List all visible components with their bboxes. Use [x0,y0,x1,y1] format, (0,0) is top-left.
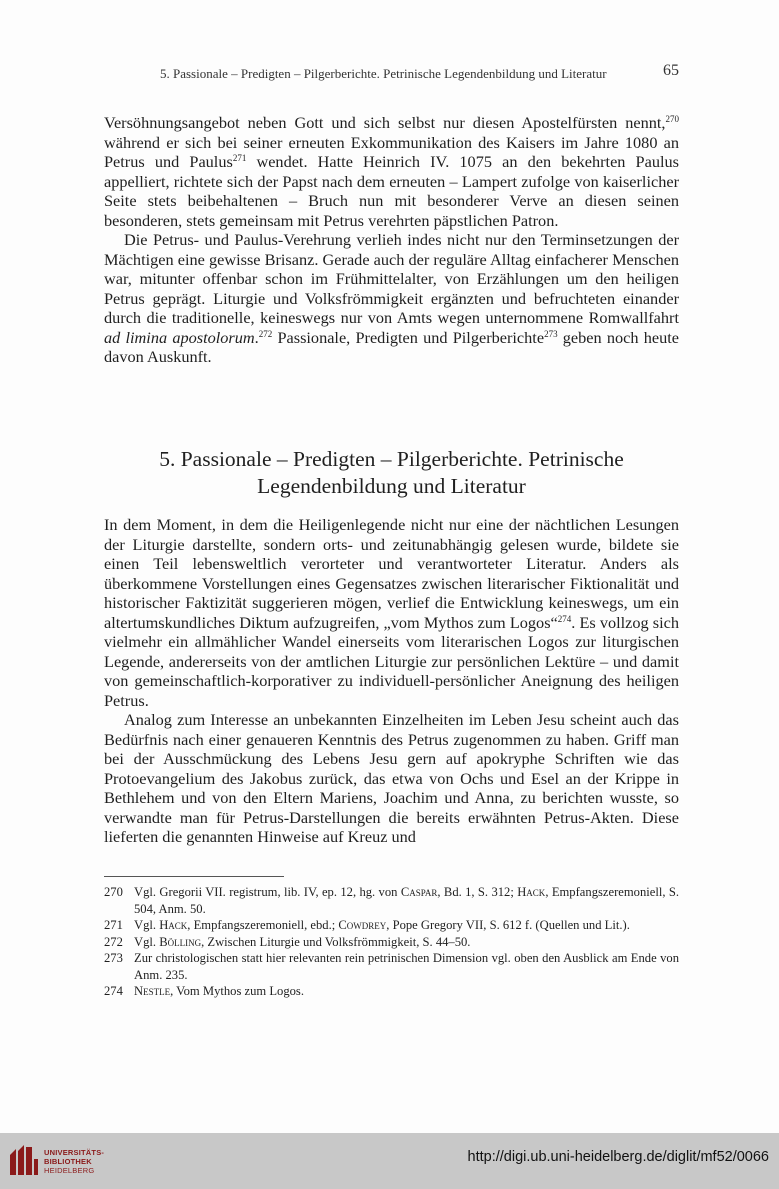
section-heading [104,446,679,500]
footnote-number: 272 [104,934,123,949]
footnote-274 [104,983,679,1000]
author-name: Bölling [159,934,202,949]
body-text-top [104,113,679,367]
footnote-text: Vgl. Gregorii VII. registrum, lib. IV, ep. 12, hg. von [134,885,401,899]
author-name: Hack [517,885,546,899]
footnote-ref-273[interactable]: 273 [544,328,558,339]
text-run: Analog zum Interesse an unbekannten Einzelheiten im Leben Jesu scheint auch das Bedürfnis nach einer genaueren Kenntnis des Petrus zugenommen zu haben. Griff man bei der Ausschmückung des Lebens Jesu gern auf apokryphe Schriften wie das Protoevangelium des Jakobus zurück, das etwa von Ochs und Esel an der Krippe in Bethlehem und von den Eltern Mariens, Joachim und Anna, zu berichten wusste, so verwandte man für Petrus-Darstellungen die bereits erwähnten Petrus-Akten. Diese lieferten die genannten Hinweise auf Kreuz und [104,710,679,846]
running-head-title: 5. Passionale – Predigten – Pilgerberichte. Petrinische Legendenbildung und Literatur [160,66,607,81]
logo-line-1: UNIVERSITÄTS- [44,1148,105,1157]
body-text-section [104,515,679,847]
logo-line-3: HEIDELBERG [44,1166,95,1175]
footnote-text: , Empfangszeremoniell, ebd.; [187,918,339,932]
logo-line-2: BIBLIOTHEK [44,1157,92,1166]
text-run: wendet. Hatte Heinrich IV. 1075 an den bekehrten Paulus appelliert, richtete sich der Papst nach dem erneuten – Lampert zufolge von kaiserlicher Seite stets beibehaltenen – Bruch nun mit besonderer Verve an diesen seinen besonderen, stets gemeinsam mit Petrus verehrten päpstlichen Patron. [104,152,679,230]
footnote-text: Zur christologischen statt hier relevanten rein petrinischen Dimension vgl. oben den Ausblick am Ende von Anm. 235. [134,951,679,982]
footnote-text: , Zwischen Liturgie und Volksfrömmigkeit, S. 44–50. [201,934,471,949]
digital-copy-url[interactable]: http://digi.ub.uni-heidelberg.de/diglit/mf52/0066 [467,1149,769,1165]
footnote-text: Vgl. [134,934,160,949]
author-name: Hack [159,918,188,932]
footnote-text: , Bd. 1, S. 312; [437,885,518,899]
text-run: Passionale, Predigten und Pilgerberichte [272,327,545,347]
page-number: 65 [663,62,679,79]
footnote-273 [104,950,679,983]
paragraph-1 [104,113,679,230]
paragraph-4 [104,710,679,847]
section-heading-line-2: Legendenbildung und Literatur [257,474,526,498]
library-logo[interactable] [8,1143,128,1179]
footnote-text: , Pope Gregory VII, S. 612 f. (Quellen und Lit.). [386,918,630,932]
paragraph-2 [104,230,679,367]
viewer-footer-bar [0,1133,779,1189]
text-run: In dem Moment, in dem die Heiligenlegende nicht nur eine der nächtlichen Lesungen der Liturgie darstellte, sondern orts- und zeitunabhängig gelesen wurde, bildete sie einen Teil lebensweltlich verorteter und verantworteter Literatur. Anders als überkommene Vorstellungen eines Gegensatzes zwischen literarischer Fiktionalität und historischer Faktizität suggerieren mögen, verlief die Entwicklung keineswegs, um ein altertumskundliches Diktum aufzugreifen, „vom Mythos zum Logos“ [104,515,679,632]
section-heading-line-1: 5. Passionale – Predigten – Pilgerberichte. Petrinische [159,447,624,471]
text-run: Versöhnungsangebot neben Gott und sich selbst nur diesen Apostelfürsten nennt, [104,113,666,132]
author-name: Cowdrey [338,918,387,932]
footnote-270 [104,884,679,917]
text-run: geben noch heute davon Auskunft. [104,327,679,366]
footnote-ref-272[interactable]: 272 [258,328,273,339]
footnotes [104,884,679,1000]
footnote-number: 273 [104,951,123,965]
paragraph-3 [104,515,679,710]
library-logo-icon [8,1145,40,1177]
footnote-divider [104,876,284,877]
footnote-text: Vgl. [134,918,160,932]
footnote-271 [104,917,679,934]
text-run: . Es vollzog sich vielmehr ein allmählicher Wandel einerseits vom literarischen Logos zur liturgischen Legende, andererseits von der amtlichen Liturgie zur persönlichen Lektüre – und damit von gemeinschaftlich-korporativer zu individuell-persönlicher Aneignung des heiligen Petrus. [104,612,680,710]
author-name: Nestle [134,984,171,998]
footnote-number: 271 [104,918,123,932]
library-logo-text [44,1148,104,1175]
footnote-ref-270[interactable]: 270 [665,114,679,124]
footnote-number: 270 [104,885,123,899]
text-run: während er sich bei seiner erneuten Exkommunikation des Kaisers im Jahre 1080 an Petrus und Paulus [104,132,679,171]
footnote-ref-274[interactable]: 274 [557,613,572,624]
footnote-ref-271[interactable]: 271 [232,153,247,163]
text-run: . [254,327,259,347]
text-run: Die Petrus- und Paulus-Verehrung verlieh indes nicht nur den Terminsetzungen der Mächtigen eine gewisse Brisanz. Gerade auch der reguläre Alltag einfacherer Menschen war, mitunter offenbar schon im Frühmittelalter, von Erzählungen um den heiligen Petrus geprägt. Liturgie und Volksfrömmigkeit ergänzten und befruchteten einander durch die traditionelle, keineswegs nur von Amts wegen unternommene Romwallfahrt [104,230,679,327]
footnote-number: 274 [104,984,123,998]
author-name: Caspar [400,885,438,899]
footnote-text: , Vom Mythos zum Logos. [170,984,304,998]
footnote-272 [104,934,679,951]
footnote-text: , Empfangszeremoniell, S. 504, Anm. 50. [134,885,679,916]
italic-phrase: ad limina apostolorum [104,327,255,347]
